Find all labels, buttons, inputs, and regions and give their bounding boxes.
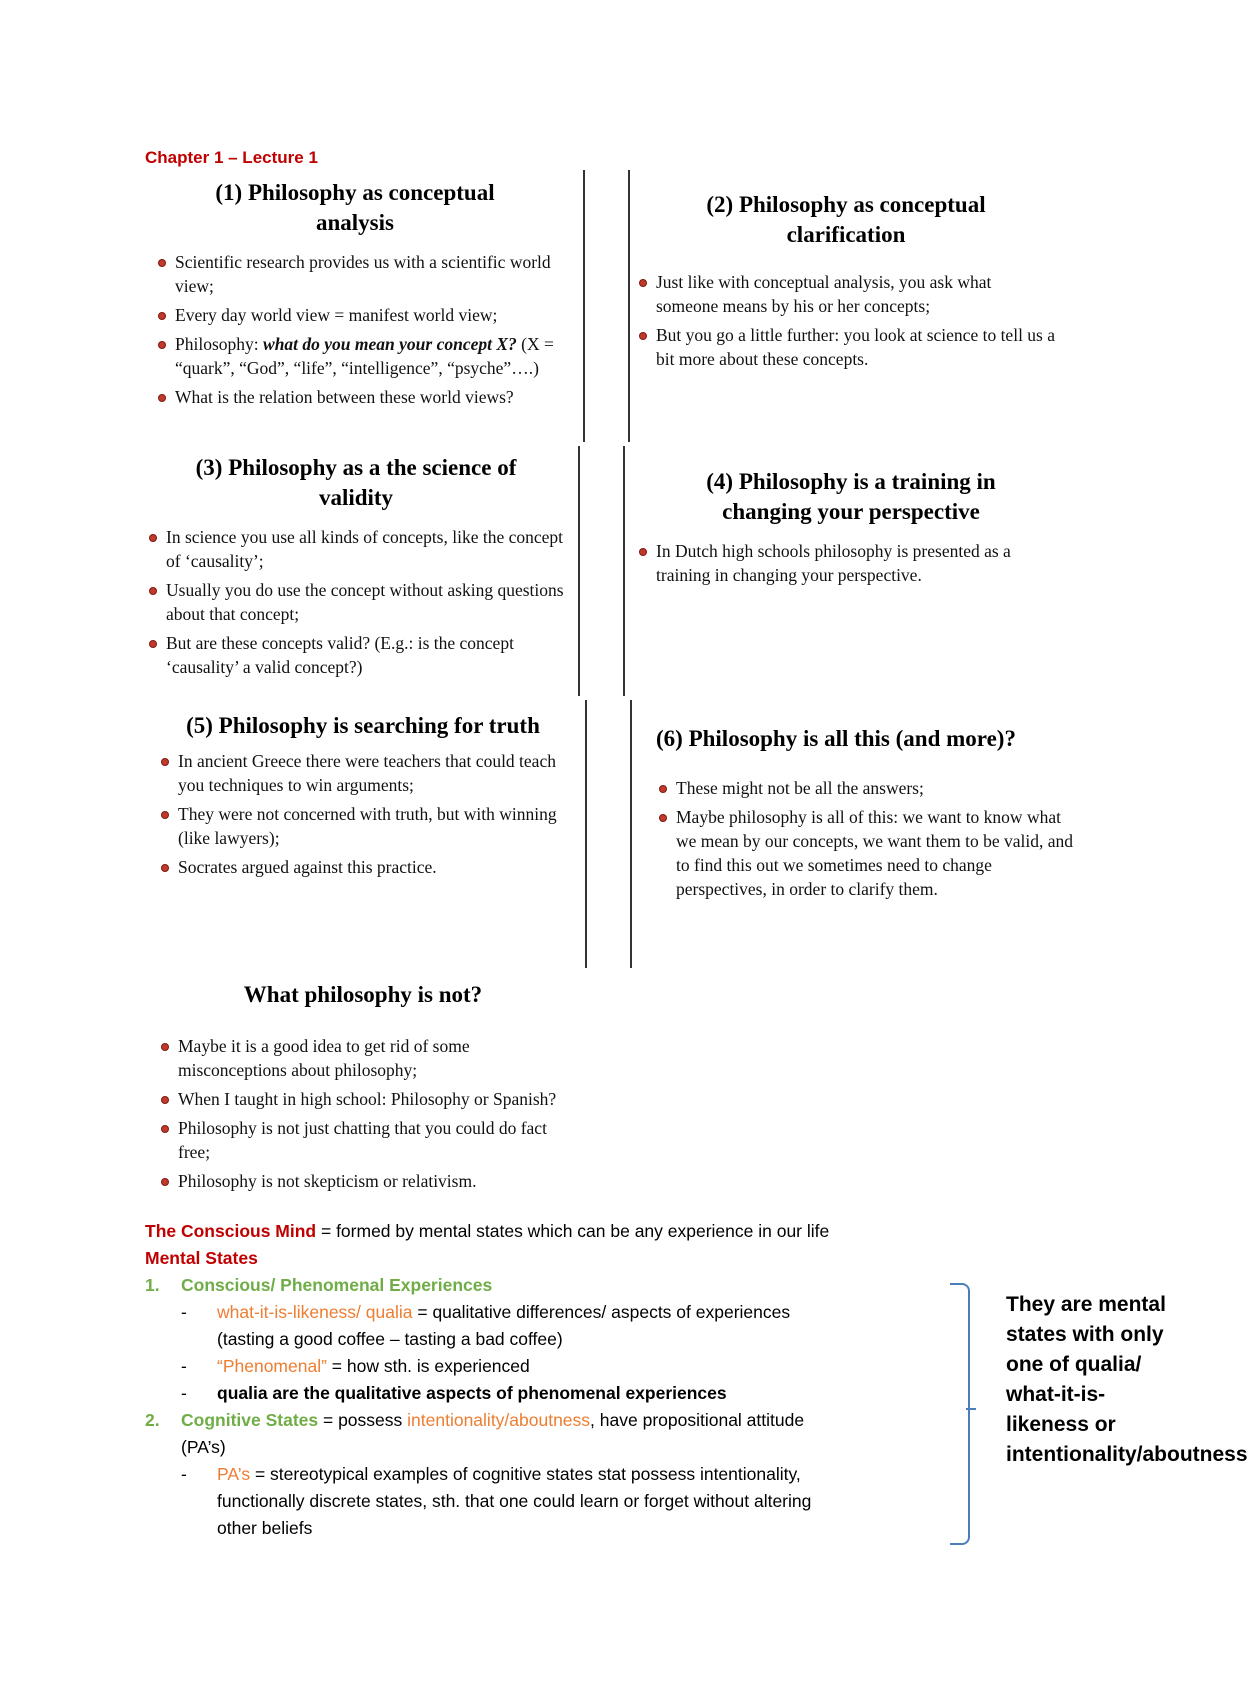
lecture-notes: [145, 1218, 945, 1542]
item-conscious-experiences: 1. Conscious/ Phenomenal Experiences: [145, 1275, 493, 1295]
slide-title: (4) Philosophy is a training in changing your perspective: [706, 469, 996, 524]
bullet: In science you use all kinds of concepts, like the concept of ‘causality’;: [146, 525, 566, 573]
pa-line: - PA’s = stereotypical examples of cognitive states stat possess intentionality,: [181, 1464, 801, 1484]
bullet: In ancient Greece there were teachers that could teach you techniques to win arguments;: [158, 749, 568, 797]
bullet: Just like with conceptual analysis, you ask what someone means by his or her concepts;: [636, 270, 1056, 318]
bullet: But are these concepts valid? (E.g.: is the concept ‘causality’ a valid concept?): [146, 631, 566, 679]
slide-what-philosophy-is-not: [158, 980, 568, 1198]
divider-4: [623, 446, 625, 696]
divider-2: [628, 170, 630, 442]
bullet: When I taught in high school: Philosophy or Spanish?: [158, 1087, 568, 1111]
bullet: But you go a little further: you look at science to tell us a bit more about these concepts.: [636, 323, 1056, 371]
qualia-summary: - qualia are the qualitative aspects of phenomenal experiences: [181, 1383, 727, 1403]
bullet: Usually you do use the concept without asking questions about that concept;: [146, 578, 566, 626]
slide-all-this-and-more: [656, 724, 1076, 906]
phenomenal-line: - “Phenomenal” = how sth. is experienced: [181, 1356, 530, 1376]
qualia-line: - what-it-is-likeness/ qualia = qualitative differences/ aspects of experiences: [181, 1302, 791, 1322]
slide-title: (5) Philosophy is searching for truth: [186, 713, 540, 738]
slide-searching-for-truth: [158, 711, 568, 884]
curly-brace-tip: [966, 1408, 976, 1410]
bullet: They were not concerned with truth, but with winning (like lawyers);: [158, 802, 568, 850]
slide-science-of-validity: [146, 453, 566, 684]
bullet: Maybe it is a good idea to get rid of some misconceptions about philosophy;: [158, 1034, 568, 1082]
slide-title: (6) Philosophy is all this (and more)?: [656, 726, 1016, 751]
divider-1: [583, 170, 585, 442]
curly-brace: [950, 1283, 970, 1545]
bullet: Socrates argued against this practice.: [158, 855, 568, 879]
pa-line-2: functionally discrete states, sth. that one could learn or forget without altering: [217, 1491, 812, 1511]
bullet: In Dutch high schools philosophy is presented as a training in changing your perspective.: [636, 539, 1066, 587]
slide-title: (3) Philosophy as a the science of validity: [195, 455, 517, 510]
item-cognitive-states: 2. Cognitive States = possess intentionality/aboutness, have propositional attitude: [145, 1410, 805, 1430]
bullet: Maybe philosophy is all of this: we want to know what we mean by our concepts, we want them to be valid, and to find this out we sometimes need to change perspectives, in order to clarify them.: [656, 805, 1076, 901]
divider-3: [578, 446, 580, 696]
divider-5: [585, 700, 587, 968]
bullet: These might not be all the answers;: [656, 776, 1076, 800]
bullet: Scientific research provides us with a scientific world view;: [155, 250, 555, 298]
slide-title: What philosophy is not?: [243, 982, 483, 1007]
slide-conceptual-clarification: [636, 190, 1056, 376]
side-note: They are mental states with only one of qualia/ what-it-is-likeness or intentionality/aboutness: [1006, 1293, 1248, 1466]
chapter-title: Chapter 1 – Lecture 1: [145, 148, 318, 167]
bullet: Philosophy is not just chatting that you could do fact free;: [158, 1116, 568, 1164]
divider-6: [630, 700, 632, 968]
pa-line-3: other beliefs: [217, 1518, 313, 1538]
conscious-mind-line: The Conscious Mind = formed by mental states which can be any experience in our life: [145, 1221, 830, 1241]
bullet: Philosophy is not skepticism or relativism.: [158, 1169, 568, 1193]
pa-abbrev: (PA’s): [181, 1437, 226, 1457]
bullet: Every day world view = manifest world view;: [155, 303, 555, 327]
bullet: What is the relation between these world views?: [155, 385, 555, 409]
slide-title: (2) Philosophy as conceptual clarification: [706, 192, 986, 247]
bullet: Philosophy: what do you mean your concept X? (X = “quark”, “God”, “life”, “intelligence”, “psyche”….): [155, 332, 555, 380]
slide-title: (1) Philosophy as conceptual analysis: [215, 180, 495, 235]
qualia-example: (tasting a good coffee – tasting a bad coffee): [217, 1329, 563, 1349]
slide-conceptual-analysis: [155, 178, 555, 414]
slide-training-perspective: [636, 467, 1066, 592]
mental-states-heading: Mental States: [145, 1248, 258, 1268]
